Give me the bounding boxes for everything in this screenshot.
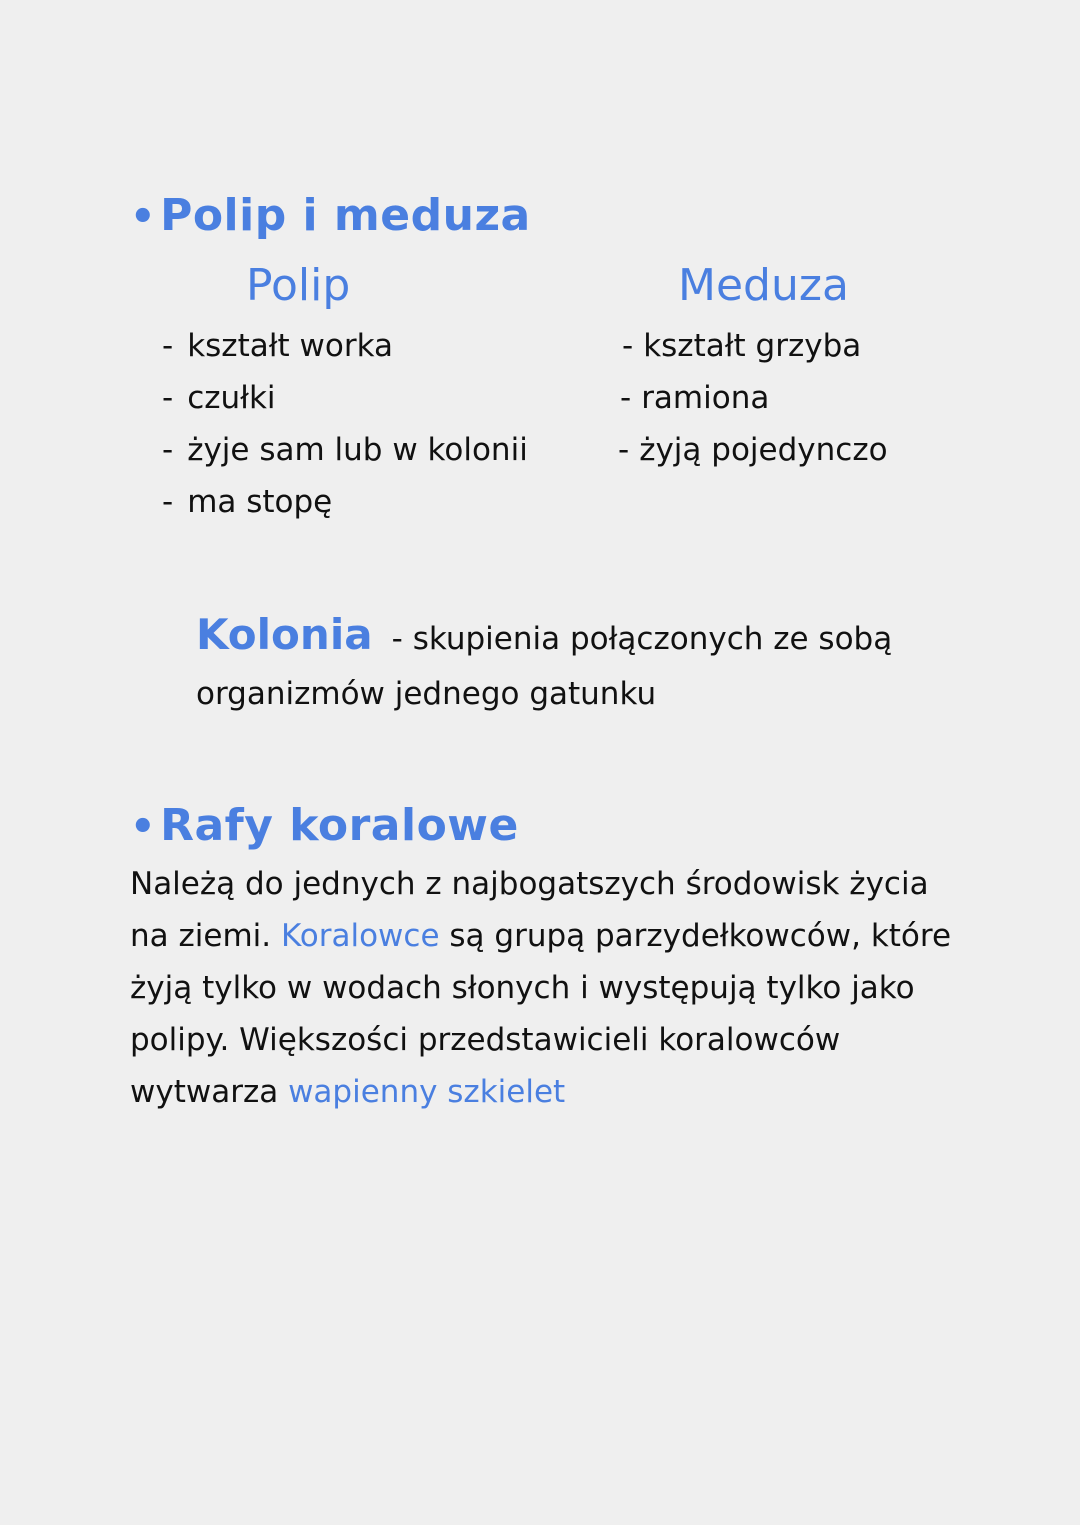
highlight-wapienny-szkielet: wapienny szkielet bbox=[288, 1074, 566, 1110]
meduza-heading: Meduza bbox=[678, 260, 849, 311]
meduza-list-item bbox=[618, 432, 888, 468]
paragraph-line: Należą do jednych z najbogatszych środowisk życia bbox=[130, 866, 929, 902]
dash: - bbox=[162, 432, 174, 468]
paragraph-text: na ziemi. bbox=[130, 918, 272, 954]
meduza-item-text: kształt grzyba bbox=[643, 328, 862, 364]
paragraph-line bbox=[130, 1074, 565, 1110]
meduza-item-text: żyją pojedynczo bbox=[639, 432, 888, 468]
kolonia-def-line1: - skupienia połączonych ze sobą bbox=[391, 621, 893, 657]
kolonia-term: Kolonia bbox=[196, 610, 373, 659]
paragraph-line: polipy. Większości przedstawicieli koralowców bbox=[130, 1022, 841, 1058]
dash: - bbox=[622, 328, 634, 364]
bullet-icon: • bbox=[130, 804, 157, 850]
section-title: Polip i meduza bbox=[160, 190, 531, 241]
polip-list-item bbox=[162, 380, 276, 416]
meduza-list-item bbox=[622, 328, 861, 364]
polip-item-text: czułki bbox=[187, 380, 276, 416]
polip-item-text: ma stopę bbox=[187, 484, 333, 520]
paragraph-line bbox=[130, 918, 951, 954]
dash: - bbox=[618, 432, 630, 468]
meduza-list-item bbox=[620, 380, 769, 416]
polip-heading: Polip bbox=[246, 260, 351, 311]
section-title: Rafy koralowe bbox=[160, 800, 519, 851]
dash: - bbox=[620, 380, 632, 416]
polip-list-item bbox=[162, 432, 528, 468]
dash: - bbox=[162, 484, 174, 520]
dash: - bbox=[162, 380, 174, 416]
polip-list-item bbox=[162, 484, 332, 520]
highlight-koralowce: Koralowce bbox=[280, 918, 440, 954]
polip-item-text: kształt worka bbox=[187, 328, 394, 364]
paragraph-text: są grupą parzydełkowców, które bbox=[449, 918, 952, 954]
section-heading-polip-i-meduza bbox=[130, 190, 531, 241]
dash: - bbox=[162, 328, 174, 364]
kolonia-def-line2: organizmów jednego gatunku bbox=[196, 676, 657, 712]
kolonia-definition bbox=[196, 610, 892, 659]
bullet-icon: • bbox=[130, 194, 157, 240]
section-heading-rafy-koralowe bbox=[130, 800, 519, 851]
meduza-item-text: ramiona bbox=[641, 380, 770, 416]
polip-list-item bbox=[162, 328, 393, 364]
polip-item-text: żyje sam lub w kolonii bbox=[187, 432, 528, 468]
paragraph-line: żyją tylko w wodach słonych i występują tylko jako bbox=[130, 970, 915, 1006]
paragraph-text: wytwarza bbox=[130, 1074, 279, 1110]
